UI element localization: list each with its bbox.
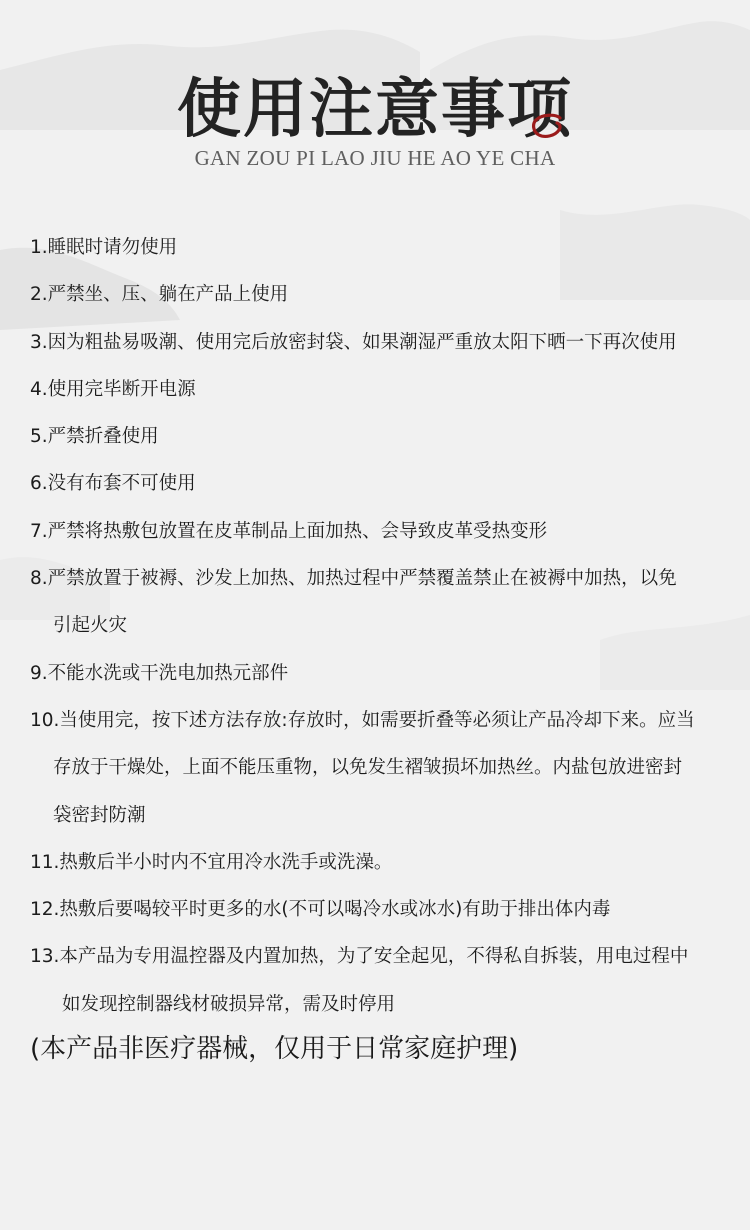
note-item: 1.睡眠时请勿使用 [30, 237, 178, 258]
note-item-continuation: 如发现控制器线材破损异常，需及时停用 [62, 993, 396, 1015]
note-item: 10.当使用完，按下述方法存放:存放时，如需要折叠等必须让产品冷却下来。应当 [30, 709, 695, 731]
note-item-continuation: 引起火灾 [53, 615, 128, 637]
note-item: 7.严禁将热敷包放置在皮革制品上面加热、会导致皮革受热变形 [30, 520, 548, 542]
note-item: 4.使用完毕断开电源 [30, 378, 196, 400]
note-item: 12.热敷后要喝较平时更多的水(不可以喝冷水或冰水)有助于排出体内毒 [30, 899, 611, 921]
note-item: 8.严禁放置于被褥、沙发上加热、加热过程中严禁覆盖禁止在被褥中加热，以免 [30, 568, 677, 590]
note-item: 6.没有布套不可使用 [30, 473, 196, 495]
red-ink-seal-icon [530, 112, 566, 140]
note-item: 2.严禁坐、压、躺在产品上使用 [30, 284, 289, 306]
note-item: 3.因为粗盐易吸潮、使用完后放密封袋、如果潮湿严重放太阳下晒一下再次使用 [30, 331, 677, 353]
page-title: 使用注意事项 [177, 72, 573, 147]
note-item: 13.本产品为专用温控器及内置加热，为了安全起见，不得私自拆装，用电过程中 [30, 946, 689, 968]
disclaimer: (本产品非医疗器械，仅用于日常家庭护理) [30, 1034, 519, 1064]
note-item-continuation: 存放于干燥处，上面不能压重物，以免发生褶皱损坏加热丝。内盐包放进密封 [53, 757, 683, 779]
precautions-list [30, 224, 742, 1028]
note-item: 9.不能水洗或干洗电加热元部件 [30, 662, 289, 684]
header [0, 0, 750, 200]
note-item: 5.严禁折叠使用 [30, 426, 159, 448]
note-item: 11.热敷后半小时内不宜用冷水洗手或洗澡。 [30, 851, 393, 873]
page-subtitle: GAN ZOU PI LAO JIU HE AO YE CHA [194, 146, 556, 170]
note-item-continuation: 袋密封防潮 [53, 804, 146, 826]
